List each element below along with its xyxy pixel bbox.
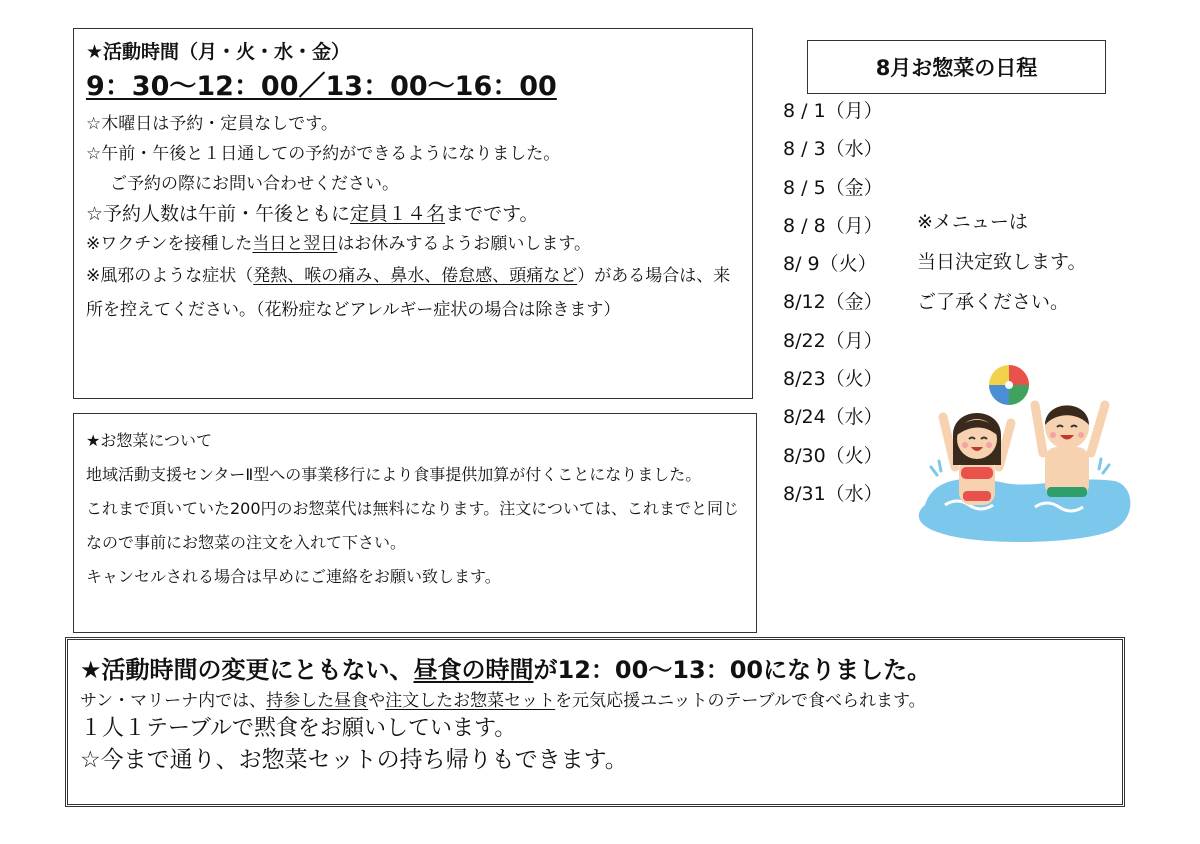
vaccine-days-underlined: 当日と翌日 xyxy=(252,234,338,254)
menu-note xyxy=(917,202,1157,322)
schedule-date: 8 / 8（月） xyxy=(783,214,883,237)
notice-takeout: ☆今まで通り、お惣菜セットの持ち帰りもできます。 xyxy=(80,747,628,773)
schedule-date: 8 / 5（金） xyxy=(783,176,883,199)
brought-lunch-underlined: 持参した昼食 xyxy=(266,691,369,711)
dish-paragraph-cancel: キャンセルされる場合は早めにご連絡をお願い致します。 xyxy=(86,567,501,586)
hours-note-vaccine: ※ワクチンを接種した当日と翌日はお休みするようお願いします。 xyxy=(86,234,592,254)
side-dish-box xyxy=(73,413,757,633)
hours-times: 9：30〜12：00／13：00〜16：00 xyxy=(86,71,557,102)
dish-paragraph-free: これまで頂いていた200円のお惣菜代は無料になります。注文については、これまでと同じなので事前にお惣菜の注文を入れて下さい。 xyxy=(86,499,739,552)
schedule-date: 8 / 3（水） xyxy=(783,138,883,161)
water-shape xyxy=(919,479,1131,542)
menu-note-line: 当日決定致します。 xyxy=(917,251,1087,273)
dish-title: ★お惣菜について xyxy=(86,431,213,450)
hours-note-thursday: ☆木曜日は予約・定員なしです。 xyxy=(86,114,338,134)
symptoms-underlined: 発熱、喉の痛み、鼻水、倦怠感、頭痛など xyxy=(253,266,578,286)
beach-ball-icon xyxy=(989,365,1029,405)
schedule-date-list xyxy=(783,92,913,513)
schedule-date: 8/12（金） xyxy=(783,291,883,314)
hours-note-reservation: ☆午前・午後と１日通しての予約ができるようになりました。 xyxy=(86,144,561,164)
lunch-time-underlined: 昼食の時間 xyxy=(413,656,534,684)
schedule-date: 8/ 9（火） xyxy=(783,253,877,276)
dish-paragraph-transition: 地域活動支援センターⅡ型への事業移行により食事提供加算が付くことになりました。 xyxy=(86,465,702,484)
schedule-title: 8月お惣菜の日程 xyxy=(807,40,1106,94)
notice-lunch-time: ★活動時間の変更にともない、昼食の時間が12：00〜13：00になりました。 xyxy=(80,656,932,684)
swimming-kids-illustration xyxy=(915,355,1135,545)
activity-hours-box xyxy=(73,28,753,399)
menu-note-line: ※メニューは xyxy=(917,211,1028,233)
capacity-underlined: 定員１４名 xyxy=(350,203,446,225)
lunch-notice-box xyxy=(65,637,1125,807)
schedule-date: 8/30（火） xyxy=(783,444,883,467)
notice-where-to-eat: サン・マリーナ内では、持参した昼食や注文したお惣菜セットを元気応援ユニットのテーブルで食べられます。 xyxy=(80,691,926,711)
hours-note-symptoms: ※風邪のような症状（発熱、喉の痛み、鼻水、倦怠感、頭痛など）がある場合は、来所を控えてください。（花粉症などアレルギー症状の場合は除きます） xyxy=(86,266,731,320)
menu-note-line: ご了承ください。 xyxy=(917,291,1070,313)
hours-title: ★活動時間（月・火・水・金） xyxy=(86,41,351,63)
schedule-date: 8/23（火） xyxy=(783,368,883,391)
ordered-set-underlined: 注文したお惣菜セット xyxy=(385,691,556,711)
notice-silent-eating: １人１テーブルで黙食をお願いしています。 xyxy=(80,716,517,741)
schedule-date: 8/31（水） xyxy=(783,482,883,505)
hours-note-capacity: ☆予約人数は午前・午後ともに定員１４名までです。 xyxy=(86,203,539,225)
schedule-date: 8/22（月） xyxy=(783,329,883,352)
schedule-date: 8 / 1（月） xyxy=(783,100,883,122)
schedule-date: 8/24（水） xyxy=(783,406,883,429)
hours-note-inquiry: ご予約の際にお問い合わせください。 xyxy=(110,174,399,194)
